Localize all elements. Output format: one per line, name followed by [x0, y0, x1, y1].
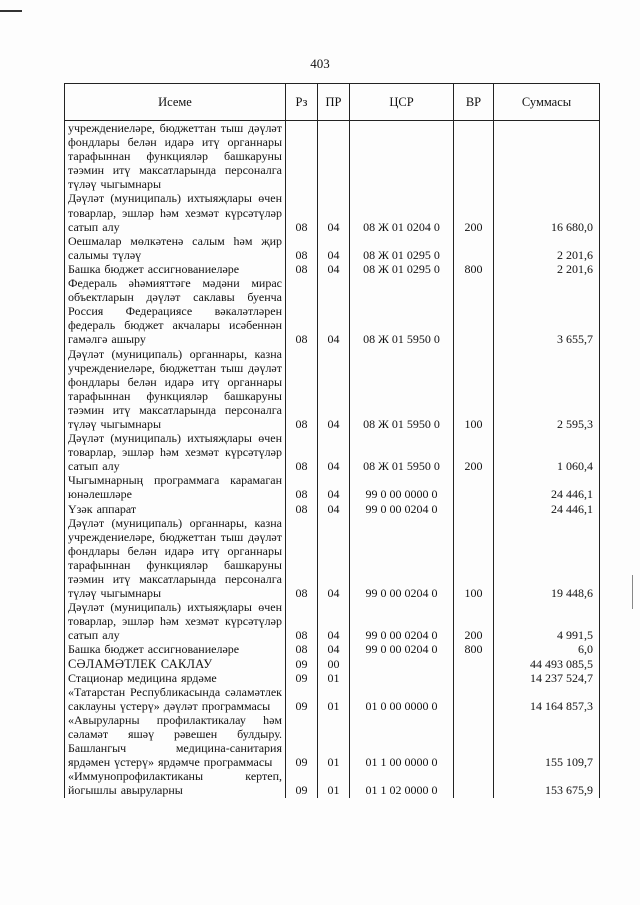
row-pr: 01: [318, 713, 350, 769]
row-sum: 14 164 857,3: [494, 685, 600, 713]
row-vr: 200: [454, 600, 494, 642]
row-vr: [454, 121, 494, 192]
row-sum: 6,0: [494, 642, 600, 656]
row-vr: 200: [454, 191, 494, 233]
row-csr: 08 Ж 01 5950 0: [350, 431, 454, 473]
row-rz: 08: [286, 262, 318, 276]
row-vr: [454, 657, 494, 671]
row-pr: 01: [318, 671, 350, 685]
row-vr: [454, 769, 494, 797]
row-pr: 04: [318, 347, 350, 432]
row-rz: 08: [286, 600, 318, 642]
table-row: [65, 347, 600, 432]
row-sum: 4 991,5: [494, 600, 600, 642]
row-sum: 1 060,4: [494, 431, 600, 473]
row-vr: 200: [454, 431, 494, 473]
row-rz: 08: [286, 276, 318, 346]
row-rz: 09: [286, 657, 318, 671]
row-pr: 04: [318, 431, 350, 473]
row-sum: 16 680,0: [494, 191, 600, 233]
row-pr: [318, 121, 350, 192]
table-row: [65, 600, 600, 642]
row-name: Дәүләт (муниципаль) ихтыяҗлары өчен товарлар, эшләр һәм хезмәт күрсәтүләр сатып алу: [65, 191, 286, 233]
header-vr: ВР: [454, 84, 494, 121]
row-csr: 08 Ж 01 0295 0: [350, 262, 454, 276]
row-pr: 04: [318, 191, 350, 233]
row-sum: 2 595,3: [494, 347, 600, 432]
table-row: [65, 431, 600, 473]
row-pr: 04: [318, 234, 350, 262]
table-row: [65, 769, 600, 797]
row-rz: 08: [286, 516, 318, 601]
row-name: Башка бюджет ассигнованиеләре: [65, 642, 286, 656]
table-header: [65, 84, 600, 121]
row-name: Федераль әһәмияттәге мәдәни мирас объектларын дәүләт саклавы буенча Россия Федерациясе вәкаләтләрен федераль бюджет акчалары исәбеннән гамәлгә ашыру: [65, 276, 286, 346]
row-name: Дәүләт (муниципаль) ихтыяҗлары өчен товарлар, эшләр һәм хезмәт күрсәтүләр сатып алу: [65, 600, 286, 642]
row-vr: [454, 685, 494, 713]
row-sum: 24 446,1: [494, 473, 600, 501]
row-pr: 00: [318, 657, 350, 671]
row-sum: 19 448,6: [494, 516, 600, 601]
row-vr: 100: [454, 516, 494, 601]
row-name: Стационар медицина ярдәме: [65, 671, 286, 685]
row-csr: 01 0 00 0000 0: [350, 685, 454, 713]
row-csr: 99 0 00 0000 0: [350, 473, 454, 501]
row-csr: [350, 657, 454, 671]
row-sum: 24 446,1: [494, 502, 600, 516]
row-rz: 09: [286, 685, 318, 713]
row-csr: [350, 671, 454, 685]
row-sum: 3 655,7: [494, 276, 600, 346]
row-sum: 14 237 524,7: [494, 671, 600, 685]
row-rz: 08: [286, 234, 318, 262]
table-row: [65, 191, 600, 233]
row-pr: 01: [318, 769, 350, 797]
row-name: СӘЛАМӘТЛЕК САКЛАУ: [65, 657, 286, 671]
row-name: «Иммунопрофилактиканы кертеп, йогышлы авыруларны: [65, 769, 286, 797]
row-csr: 08 Ж 01 0295 0: [350, 234, 454, 262]
row-rz: 08: [286, 191, 318, 233]
row-csr: 99 0 00 0204 0: [350, 642, 454, 656]
row-vr: [454, 234, 494, 262]
row-name: «Татарстан Республикасында сәламәтлек саклауны үстерү» дәүләт программасы: [65, 685, 286, 713]
page-number: 403: [310, 56, 330, 71]
row-rz: 08: [286, 431, 318, 473]
header-name: Исеме: [65, 84, 286, 121]
row-sum: 2 201,6: [494, 262, 600, 276]
row-csr: [350, 121, 454, 192]
table-row: [65, 642, 600, 656]
row-name: Дәүләт (муниципаль) органнары, казна учреждениеләре, бюджеттан тыш дәүләт фондлары белән идарә итү органнары тарафыннан функцияләр башкаруны тәэмин итү максатларында персоналга түләү чыгымнары: [65, 347, 286, 432]
row-vr: [454, 502, 494, 516]
row-vr: 800: [454, 642, 494, 656]
row-sum: 153 675,9: [494, 769, 600, 797]
row-rz: 08: [286, 473, 318, 501]
table-row: [65, 657, 600, 671]
row-vr: [454, 713, 494, 769]
table-row: [65, 262, 600, 276]
row-csr: 99 0 00 0204 0: [350, 516, 454, 601]
row-name: Оешмалар мөлкәтенә салым һәм җир салымы түләү: [65, 234, 286, 262]
row-sum: 155 109,7: [494, 713, 600, 769]
row-csr: 08 Ж 01 0204 0: [350, 191, 454, 233]
table-row: [65, 276, 600, 346]
table-row: [65, 671, 600, 685]
row-rz: 08: [286, 642, 318, 656]
header-csr: ЦСР: [350, 84, 454, 121]
table-row: [65, 713, 600, 769]
table-row: [65, 121, 600, 192]
row-pr: 04: [318, 642, 350, 656]
table-row: [65, 473, 600, 501]
row-pr: 04: [318, 502, 350, 516]
table-row: [65, 234, 600, 262]
scan-artifact-line: [0, 10, 22, 12]
scan-artifact-mark: [632, 575, 633, 609]
table-row: [65, 516, 600, 601]
row-rz: 09: [286, 769, 318, 797]
row-vr: [454, 473, 494, 501]
row-csr: 99 0 00 0204 0: [350, 600, 454, 642]
row-pr: 04: [318, 473, 350, 501]
row-rz: [286, 121, 318, 192]
row-pr: 01: [318, 685, 350, 713]
row-name: «Авыруларны профилактикалау һәм сәламәт яшәү рәвешен булдыру. Башлангыч медицина-санитария ярдәмен үстерү» ярдәмче программасы: [65, 713, 286, 769]
row-rz: 09: [286, 671, 318, 685]
row-rz: 08: [286, 502, 318, 516]
budget-table: [64, 83, 600, 798]
row-csr: 01 1 02 0000 0: [350, 769, 454, 797]
row-sum: [494, 121, 600, 192]
row-pr: 04: [318, 516, 350, 601]
row-sum: 2 201,6: [494, 234, 600, 262]
row-vr: [454, 276, 494, 346]
table-row: [65, 685, 600, 713]
row-csr: 99 0 00 0204 0: [350, 502, 454, 516]
row-vr: 800: [454, 262, 494, 276]
row-name: Башка бюджет ассигнованиеләре: [65, 262, 286, 276]
table-row: [65, 502, 600, 516]
header-sum: Суммасы: [494, 84, 600, 121]
row-pr: 04: [318, 600, 350, 642]
row-pr: 04: [318, 262, 350, 276]
row-csr: 08 Ж 01 5950 0: [350, 276, 454, 346]
row-name: учреждениеләре, бюджеттан тыш дәүләт фондлары белән идарә итү органнары тарафыннан функцияләр башкаруны тәэмин итү максатларында персоналга түләү чыгымнары: [65, 121, 286, 192]
row-rz: 09: [286, 713, 318, 769]
row-name: Үзәк аппарат: [65, 502, 286, 516]
header-pr: ПР: [318, 84, 350, 121]
row-vr: 100: [454, 347, 494, 432]
row-sum: 44 493 085,5: [494, 657, 600, 671]
row-csr: 08 Ж 01 5950 0: [350, 347, 454, 432]
row-csr: 01 1 00 0000 0: [350, 713, 454, 769]
row-rz: 08: [286, 347, 318, 432]
row-pr: 04: [318, 276, 350, 346]
row-name: Дәүләт (муниципаль) ихтыяҗлары өчен товарлар, эшләр һәм хезмәт күрсәтүләр сатып алу: [65, 431, 286, 473]
row-vr: [454, 671, 494, 685]
row-name: Чыгымнарның программага карамаган юнәлешләре: [65, 473, 286, 501]
table-body: [65, 121, 600, 798]
row-name: Дәүләт (муниципаль) органнары, казна учреждениеләре, бюджеттан тыш дәүләт фондлары белән идарә итү органнары тарафыннан функцияләр башкаруны тәэмин итү максатларында персоналга түләү чыгымнары: [65, 516, 286, 601]
header-rz: Рз: [286, 84, 318, 121]
